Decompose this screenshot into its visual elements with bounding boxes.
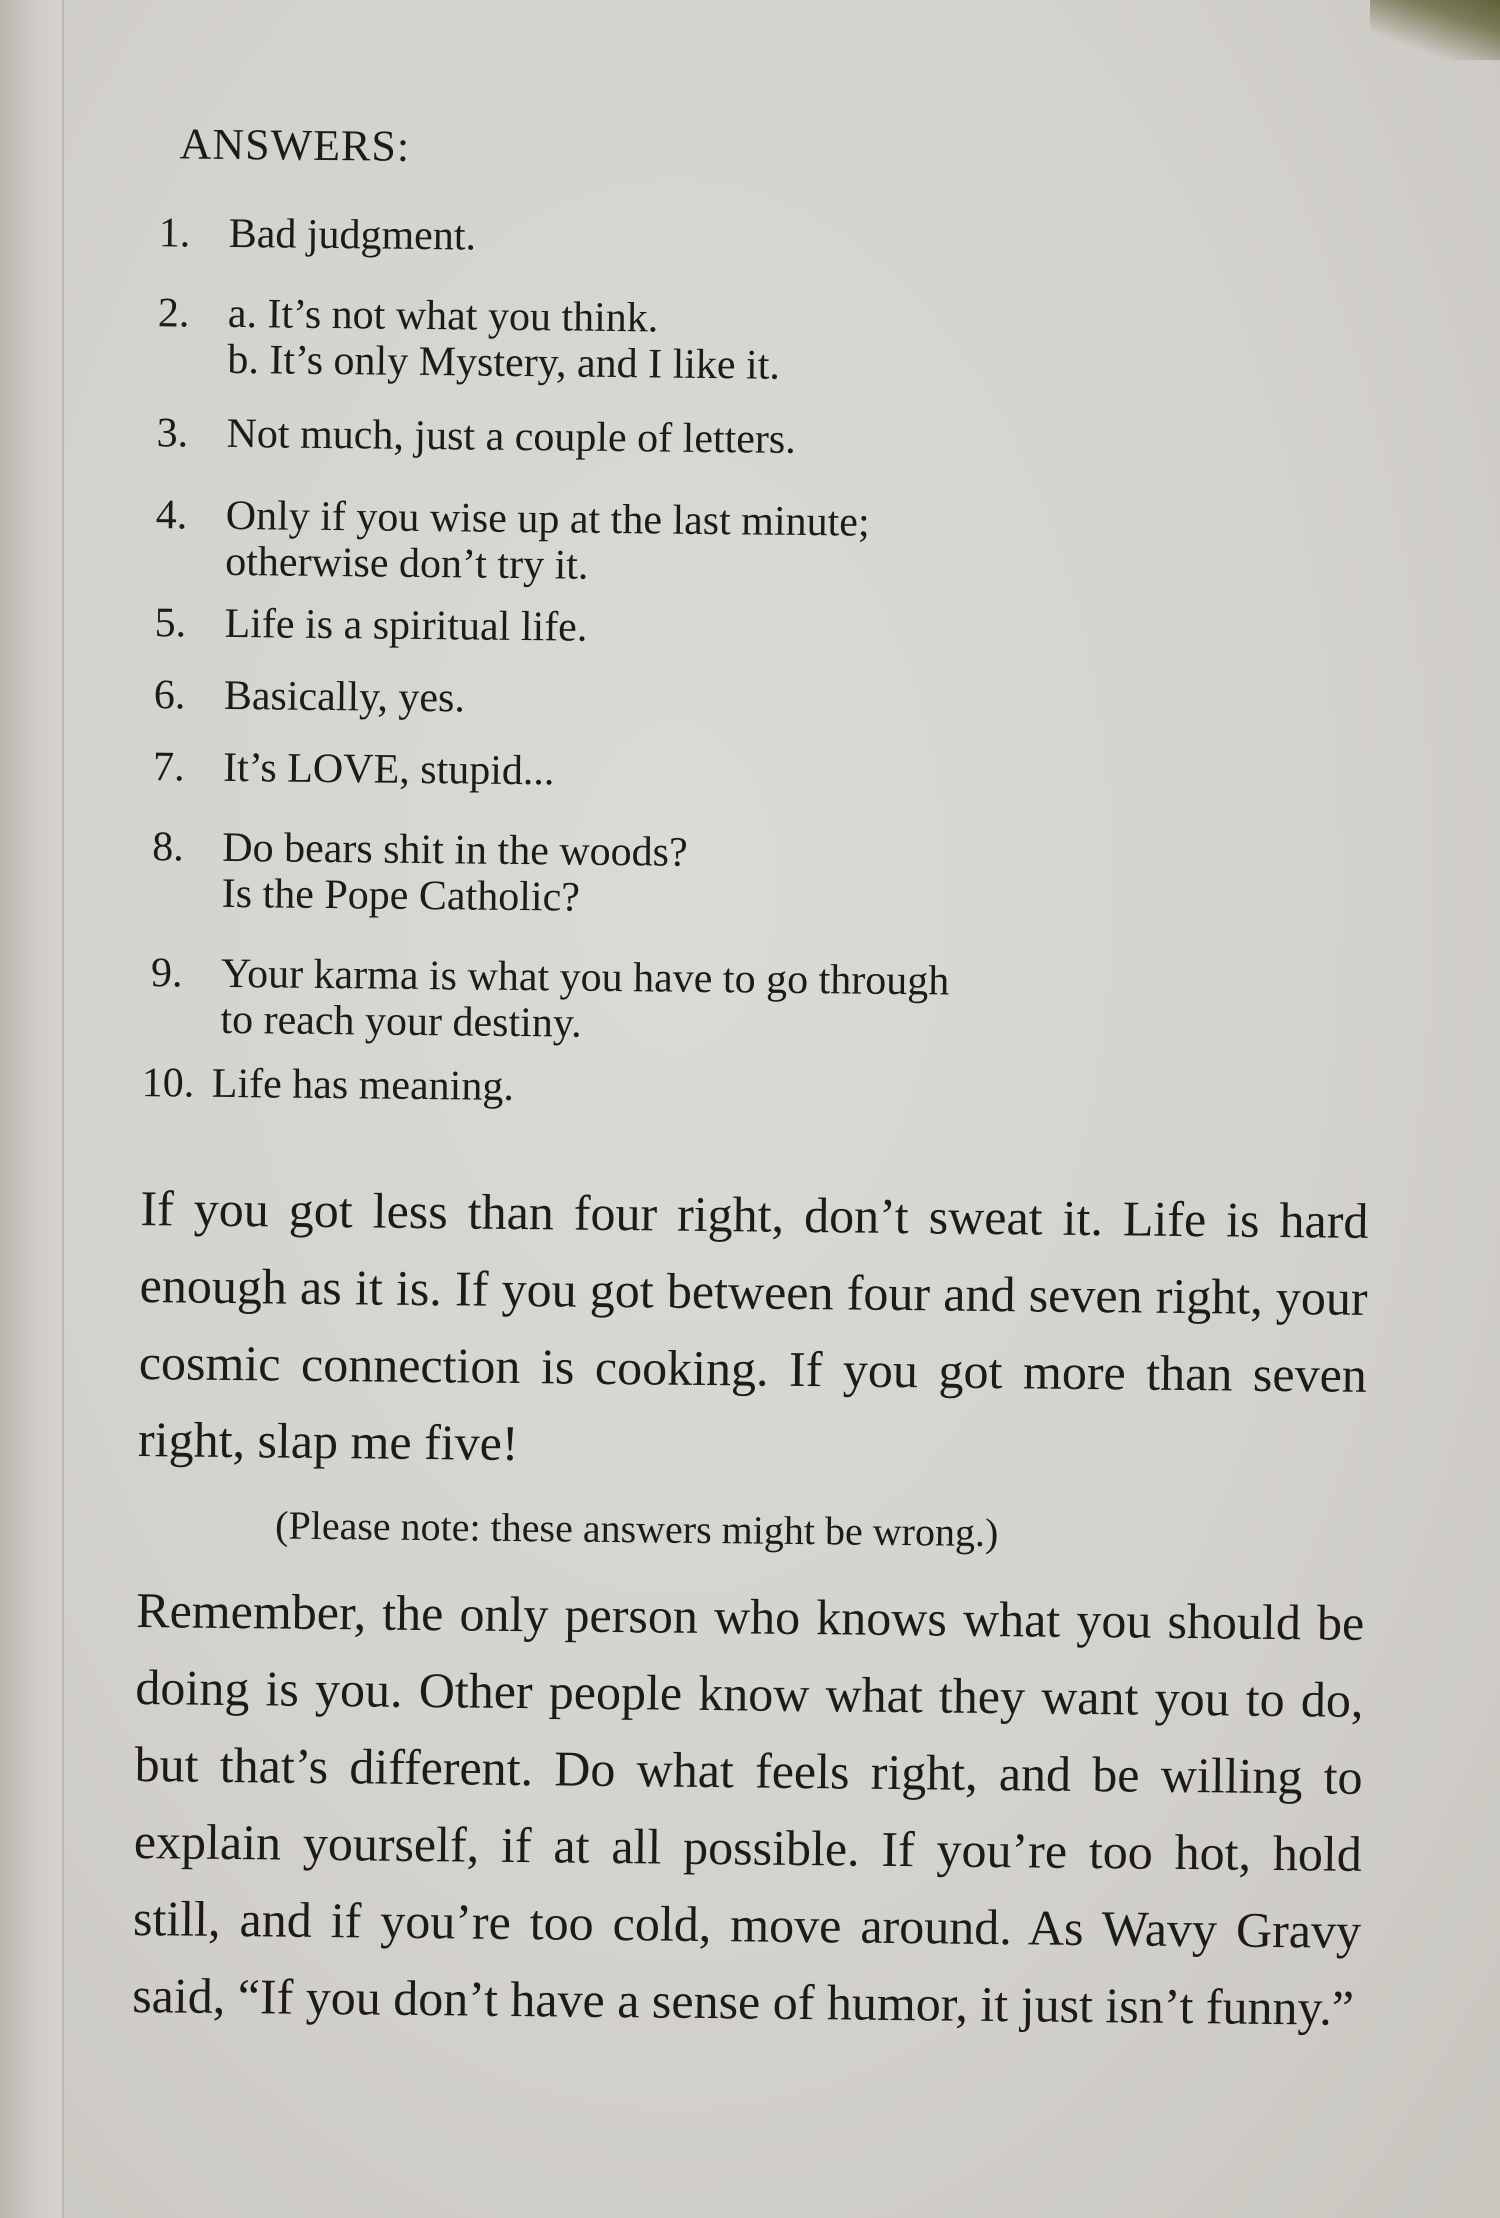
answer-number: 7. (152, 744, 185, 791)
page-content (131, 110, 1390, 2036)
answer-number: 1. (158, 210, 191, 257)
answer-text (224, 673, 466, 722)
answer-number: 5. (154, 600, 187, 647)
answer-text (227, 291, 780, 389)
page-binding-edge (0, 0, 64, 2218)
answer-text (228, 211, 476, 260)
answer-line: Do bears shit in the woods? (222, 824, 688, 876)
answer-line: Not much, just a couple of letters. (226, 410, 797, 463)
answer-number: 2. (157, 290, 190, 337)
answer-text (225, 493, 870, 592)
answer-text (220, 951, 949, 1051)
disclaimer-note: (Please note: these answers might be wrong.) (274, 1502, 999, 1556)
answers-heading: ANSWERS: (179, 119, 411, 171)
answer-line: Only if you wise up at the last minute; (225, 492, 870, 546)
answer-number: 8. (152, 824, 185, 871)
answer-line: It’s LOVE, stupid... (222, 744, 555, 795)
answer-line: a. It’s not what you think. (227, 290, 659, 342)
answer-text (223, 745, 555, 794)
answer-number: 9. (150, 950, 183, 997)
answer-line: to reach your destiny. (220, 996, 582, 1047)
closing-paragraph: Remember, the only person who knows what you should be doing is you. Other people know what they want you to do, but that’s different. Do what feels right, and be willing to explain yourself, if at all possible. If you’re too hot, hold still, and if you’re too cold, move around. As Wavy Gravy said, “If you don’t have a sense of humor, it just isn’t funny.” (131, 1582, 1365, 2036)
answer-line: b. It’s only Mystery, and I like it. (227, 336, 781, 389)
answer-number: 10. (141, 1060, 195, 1107)
answer-line: Life has meaning. (211, 1060, 515, 1110)
answer-line: Is the Pope Catholic? (221, 870, 581, 921)
answer-line: Your karma is what you have to go through (220, 950, 950, 1005)
answer-text (226, 411, 796, 463)
scoring-paragraph: If you got less than four right, don’t sweat it. Life is hard enough as it is. If you got between four and seven right, your cosmic connection is cooking. If you got more than seven right, slap me five! (137, 1180, 1369, 1472)
answer-line: Bad judgment. (228, 210, 477, 260)
answer-number: 4. (155, 492, 188, 539)
answer-line: otherwise don’t try it. (225, 538, 589, 589)
answer-text (222, 825, 688, 922)
answer-line: Basically, yes. (223, 672, 466, 722)
answer-text (212, 1061, 515, 1110)
answer-text (224, 601, 587, 651)
page-corner-shadow (1370, 0, 1500, 60)
answer-number: 6. (153, 672, 186, 719)
answer-line: Life is a spiritual life. (224, 600, 588, 651)
answer-number: 3. (156, 410, 189, 457)
